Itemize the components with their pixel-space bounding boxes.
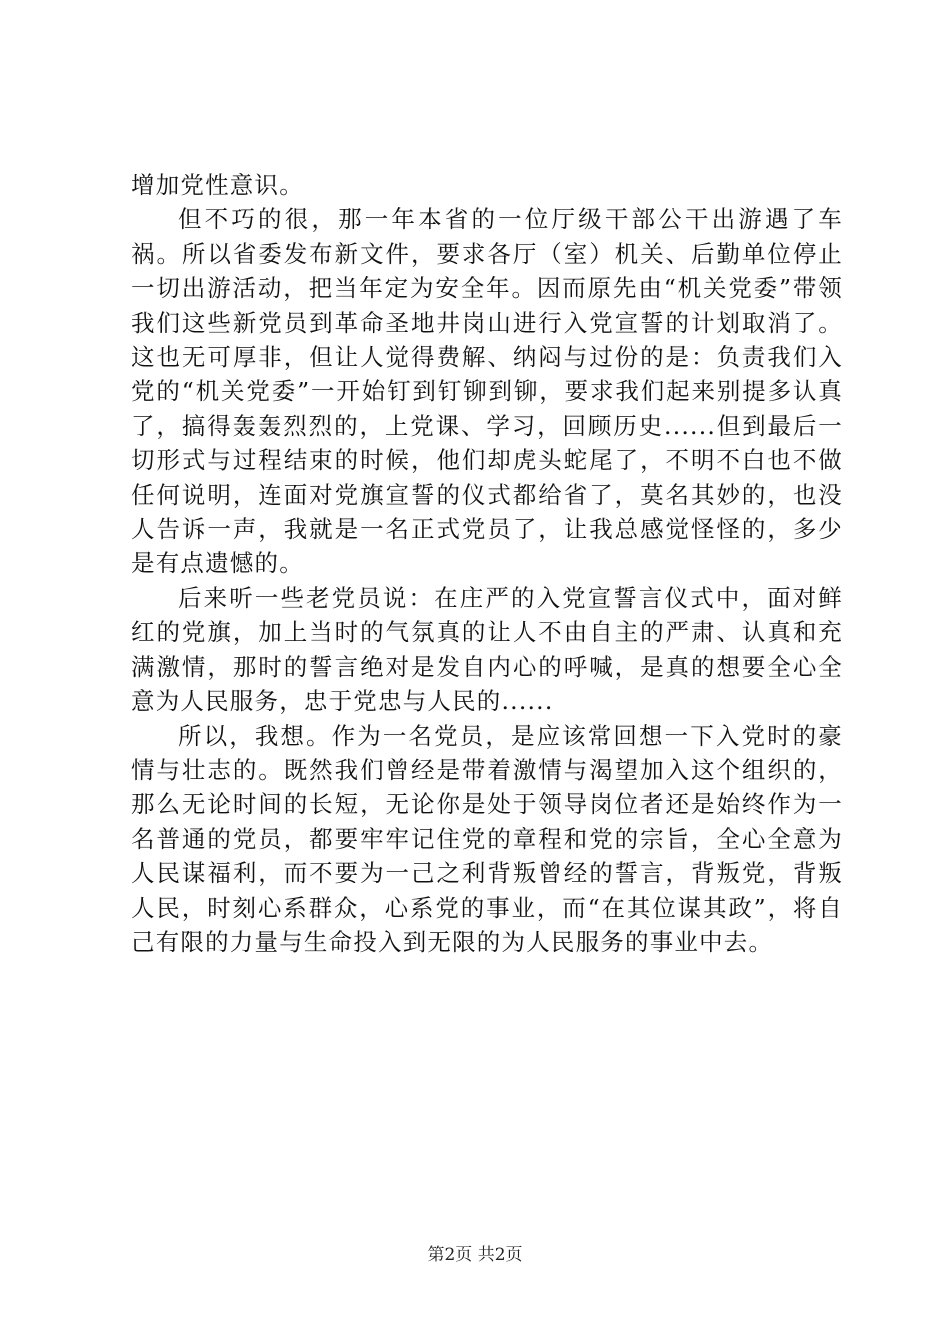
paragraph-veteran-members: 后来听一些老党员说：在庄严的入党宣誓言仪式中，面对鲜红的党旗，加上当时的气氛真的让人不由自主的严肃、认真和充满激情，那时的誓言绝对是发自内心的呼喊，是真的想要全心全意为人民服务，忠于党忠与人民的...... — [131, 583, 843, 716]
page-number-label: 第2页 共2页 — [427, 1245, 523, 1265]
paragraph-conclusion: 所以，我想。作为一名党员，是应该常回想一下入党时的豪情与壮志的。既然我们曾经是带着激情与渴望加入这个组织的，那么无论时间的长短，无论你是处于领导岗位者还是始终作为一名普通的党员，都要牢牢记住党的章程和党的宗旨，全心全意为人民谋福利，而不要为一己之利背叛曾经的誓言，背叛党，背叛人民，时刻心系群众，心系党的事业，而“在其位谋其政”，将自己有限的力量与生命投入到无限的为人民服务的事业中去。 — [131, 721, 843, 956]
page-footer — [0, 1243, 950, 1267]
paragraph-continuation: 增加党性意识。 — [131, 171, 304, 199]
paragraph-cancelled-oath: 但不巧的很，那一年本省的一位厅级干部公干出游遇了车祸。所以省委发布新文件，要求各厅（室）机关、后勤单位停止一切出游活动，把当年定为安全年。因而原先由“机关党委”带领我们这些新党员到革命圣地井岗山进行入党宣誓的计划取消了。这也无可厚非，但让人觉得费解、纳闷与过份的是：负责我们入党的“机关党委”一开始钉到钉铆到铆，要求我们起来别提多认真了，搞得轰轰烈烈的，上党课、学习，回顾历史......但到最后一切形式与过程结束的时候，他们却虎头蛇尾了，不明不白也不做任何说明，连面对党旗宣誓的仪式都给省了，莫名其妙的，也没人告诉一声，我就是一名正式党员了，让我总感觉怪怪的，多少是有点遗憾的。 — [131, 205, 843, 578]
document-body — [131, 168, 843, 959]
